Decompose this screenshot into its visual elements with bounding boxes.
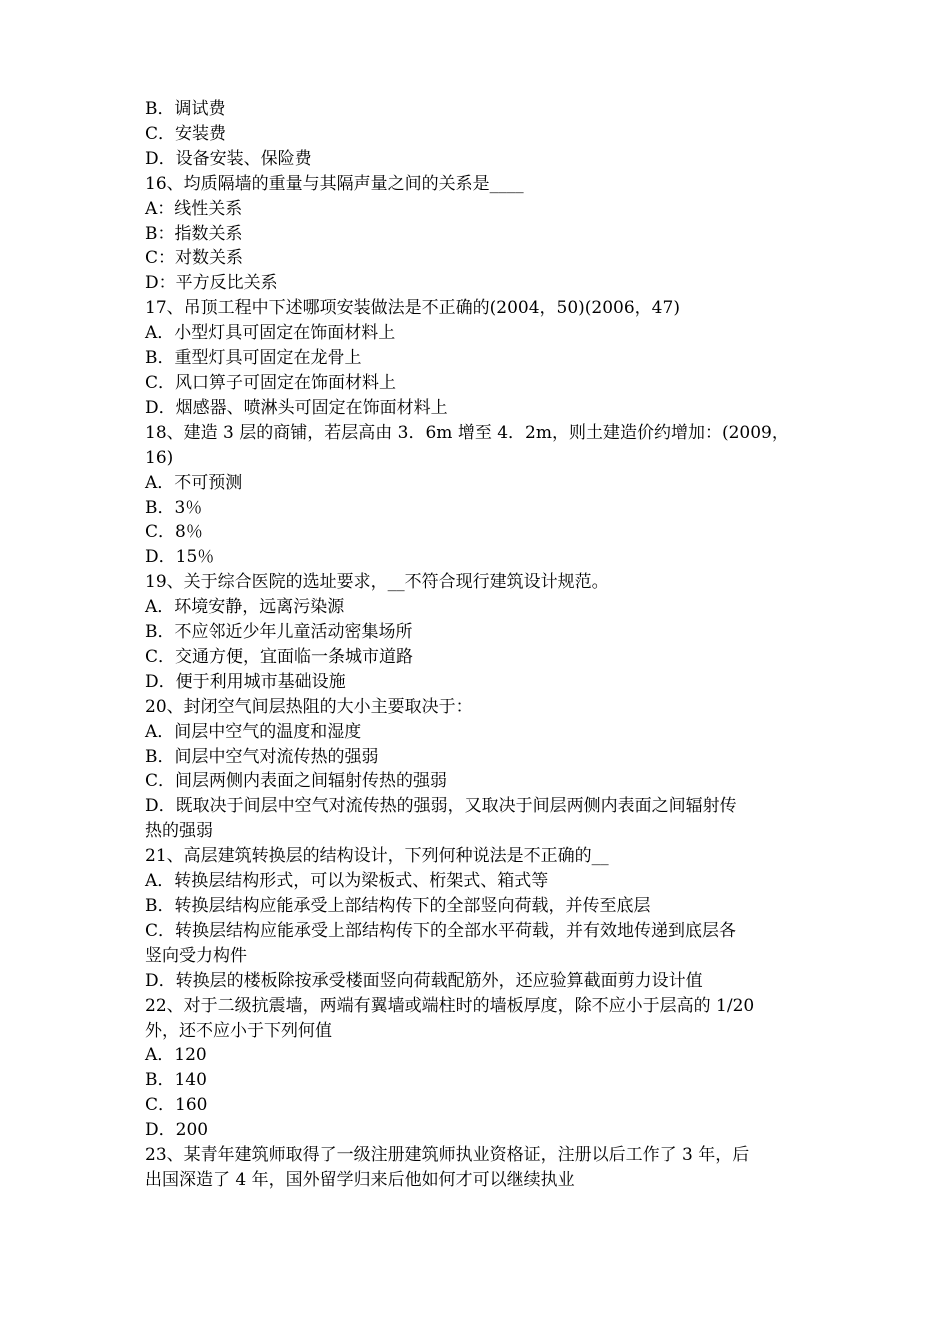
question-18-continued: 16) (145, 447, 174, 468)
question-23-continued: 出国深造了 4 年，国外留学归来后他如何才可以继续执业 (145, 1169, 575, 1190)
option-line: D：平方反比关系 (145, 273, 278, 294)
option-line: D．既取决于间层中空气对流传热的强弱，又取决于间层两侧内表面之间辐射传 (145, 796, 737, 817)
option-line: B．3％ (145, 497, 203, 518)
option-line: B：指数关系 (145, 223, 243, 244)
option-line: C．160 (145, 1095, 208, 1116)
option-line: A：线性关系 (145, 198, 243, 219)
option-line: C．转换层结构应能承受上部结构传下的全部水平荷载，并有效地传递到底层各 (145, 920, 737, 941)
option-line: C．8％ (145, 522, 203, 543)
option-line: B．调试费 (145, 99, 226, 119)
option-line: A．转换层结构形式，可以为梁板式、桁架式、箱式等 (145, 871, 549, 892)
question-22: 22、对于二级抗震墙，两端有翼墙或端柱时的墙板厚度，除不应小于层高的 1/20 (145, 995, 755, 1016)
option-line: D．烟感器、喷淋头可固定在饰面材料上 (145, 397, 448, 418)
question-23: 23、某青年建筑师取得了一级注册建筑师执业资格证，注册以后工作了 3 年，后 (145, 1145, 750, 1166)
question-21: 21、高层建筑转换层的结构设计，下列何种说法是不正确的__ (145, 846, 609, 867)
option-line: A．小型灯具可固定在饰面材料上 (145, 323, 396, 344)
option-line: D．200 (145, 1120, 209, 1141)
option-line: B．重型灯具可固定在龙骨上 (145, 348, 362, 369)
question-18: 18、建造 3 层的商铺，若层高由 3．6m 增至 4．2m，则土建造价约增加：(2009， (145, 422, 789, 443)
option-line: A．不可预测 (145, 472, 243, 493)
option-line: B．140 (145, 1070, 207, 1091)
option-line: C．间层两侧内表面之间辐射传热的强弱 (145, 771, 448, 792)
option-line-continued: 竖向受力构件 (145, 945, 247, 966)
option-line-continued: 热的强弱 (145, 821, 213, 842)
option-line: A．120 (145, 1045, 207, 1066)
question-20: 20、封闭空气间层热阻的大小主要取决于： (145, 696, 473, 717)
option-line: C．风口箅子可固定在饰面材料上 (145, 372, 397, 393)
option-line: A．间层中空气的温度和湿度 (145, 721, 362, 742)
option-line: A．环境安静，远离污染源 (145, 597, 345, 618)
option-line: D．便于利用城市基础设施 (145, 671, 346, 692)
question-19: 19、关于综合医院的选址要求，__不符合现行建筑设计规范。 (145, 572, 609, 593)
option-line: B．不应邻近少年儿童活动密集场所 (145, 622, 413, 643)
option-line: D．转换层的楼板除按承受楼面竖向荷载配筋外，还应验算截面剪力设计值 (145, 970, 703, 991)
option-line: C：对数关系 (145, 248, 244, 269)
option-line: C．交通方便，宜面临一条城市道路 (145, 646, 414, 667)
option-line: D．15％ (145, 547, 215, 568)
document-body (145, 97, 815, 1193)
question-16: 16、均质隔墙的重量与其隔声量之间的关系是____ (145, 173, 524, 194)
option-line: B．间层中空气对流传热的强弱 (145, 746, 379, 767)
option-line: D．设备安装、保险费 (145, 148, 312, 169)
option-line: B．转换层结构应能承受上部结构传下的全部竖向荷载，并传至底层 (145, 896, 651, 916)
option-line: C．安装费 (145, 123, 227, 144)
question-22-continued: 外，还不应小于下列何值 (145, 1020, 332, 1041)
question-17: 17、吊顶工程中下述哪项安装做法是不正确的(2004，50)(2006，47) (145, 298, 680, 319)
